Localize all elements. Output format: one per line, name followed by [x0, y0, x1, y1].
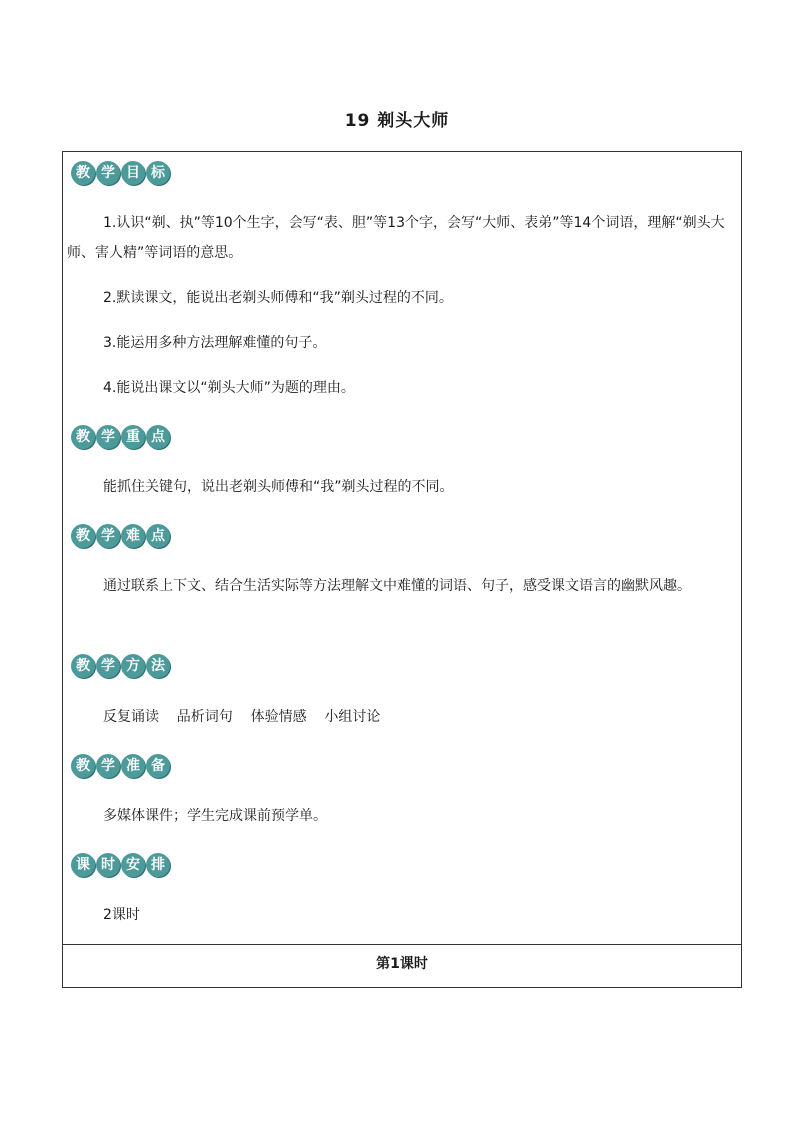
badge-char: 备: [146, 754, 170, 778]
badge-char: 目: [121, 161, 145, 185]
badge-char: 教: [71, 654, 95, 678]
preparation-text: 多媒体课件；学生完成课前预学单。: [103, 808, 327, 824]
section-badge-preparation: [71, 754, 170, 778]
badge-char: 学: [96, 654, 120, 678]
badge-char: 教: [71, 754, 95, 778]
badge-char: 学: [96, 524, 120, 548]
badge-char: 点: [146, 524, 170, 548]
goal-item-4: 4.能说出课文以“剃头大师”为题的理由。: [103, 380, 355, 396]
badge-char: 重: [121, 425, 145, 449]
badge-char: 教: [71, 161, 95, 185]
goal-item-2: 2.默读课文，能说出老剃头师傅和“我”剃头过程的不同。: [103, 290, 453, 306]
section-badge-methods: [71, 654, 170, 678]
lesson-period-heading: 第1课时: [376, 956, 428, 972]
badge-char: 准: [121, 754, 145, 778]
goal-item-3: 3.能运用多种方法理解难懂的句子。: [103, 335, 327, 351]
lesson-overview-cell: [63, 152, 741, 945]
badge-char: 学: [96, 161, 120, 185]
badge-char: 排: [146, 853, 170, 877]
badge-char: 学: [96, 425, 120, 449]
schedule-text: 2课时: [103, 907, 140, 923]
badge-char: 法: [146, 654, 170, 678]
badge-char: 教: [71, 524, 95, 548]
key-points-text: 能抓住关键句，说出老剃头师傅和“我”剃头过程的不同。: [103, 479, 454, 495]
section-badge-schedule: [71, 853, 170, 877]
badge-char: 学: [96, 754, 120, 778]
difficulties-text: 通过联系上下文、结合生活实际等方法理解文中难懂的词语、句子，感受课文语言的幽默风趣。: [103, 578, 691, 594]
badge-char: 标: [146, 161, 170, 185]
section-badge-difficulties: [71, 524, 170, 548]
lesson-plan-table: [62, 151, 742, 988]
badge-char: 点: [146, 425, 170, 449]
badge-char: 课: [71, 853, 95, 877]
methods-text: 反复诵读 品析词句 体验情感 小组讨论: [103, 709, 381, 725]
section-badge-key-points: [71, 425, 170, 449]
badge-char: 方: [121, 654, 145, 678]
badge-char: 安: [121, 853, 145, 877]
section-badge-goals: [71, 161, 170, 185]
badge-char: 时: [96, 853, 120, 877]
page-title: 19 剃头大师: [344, 111, 450, 131]
badge-char: 难: [121, 524, 145, 548]
goal-item-1: 1.认识“剃、执”等10个生字，会写“表、胆”等13个字，会写“大师、表弟”等14个词语，理解“剃头大师、害人精”等词语的意思。: [67, 215, 725, 261]
badge-char: 教: [71, 425, 95, 449]
